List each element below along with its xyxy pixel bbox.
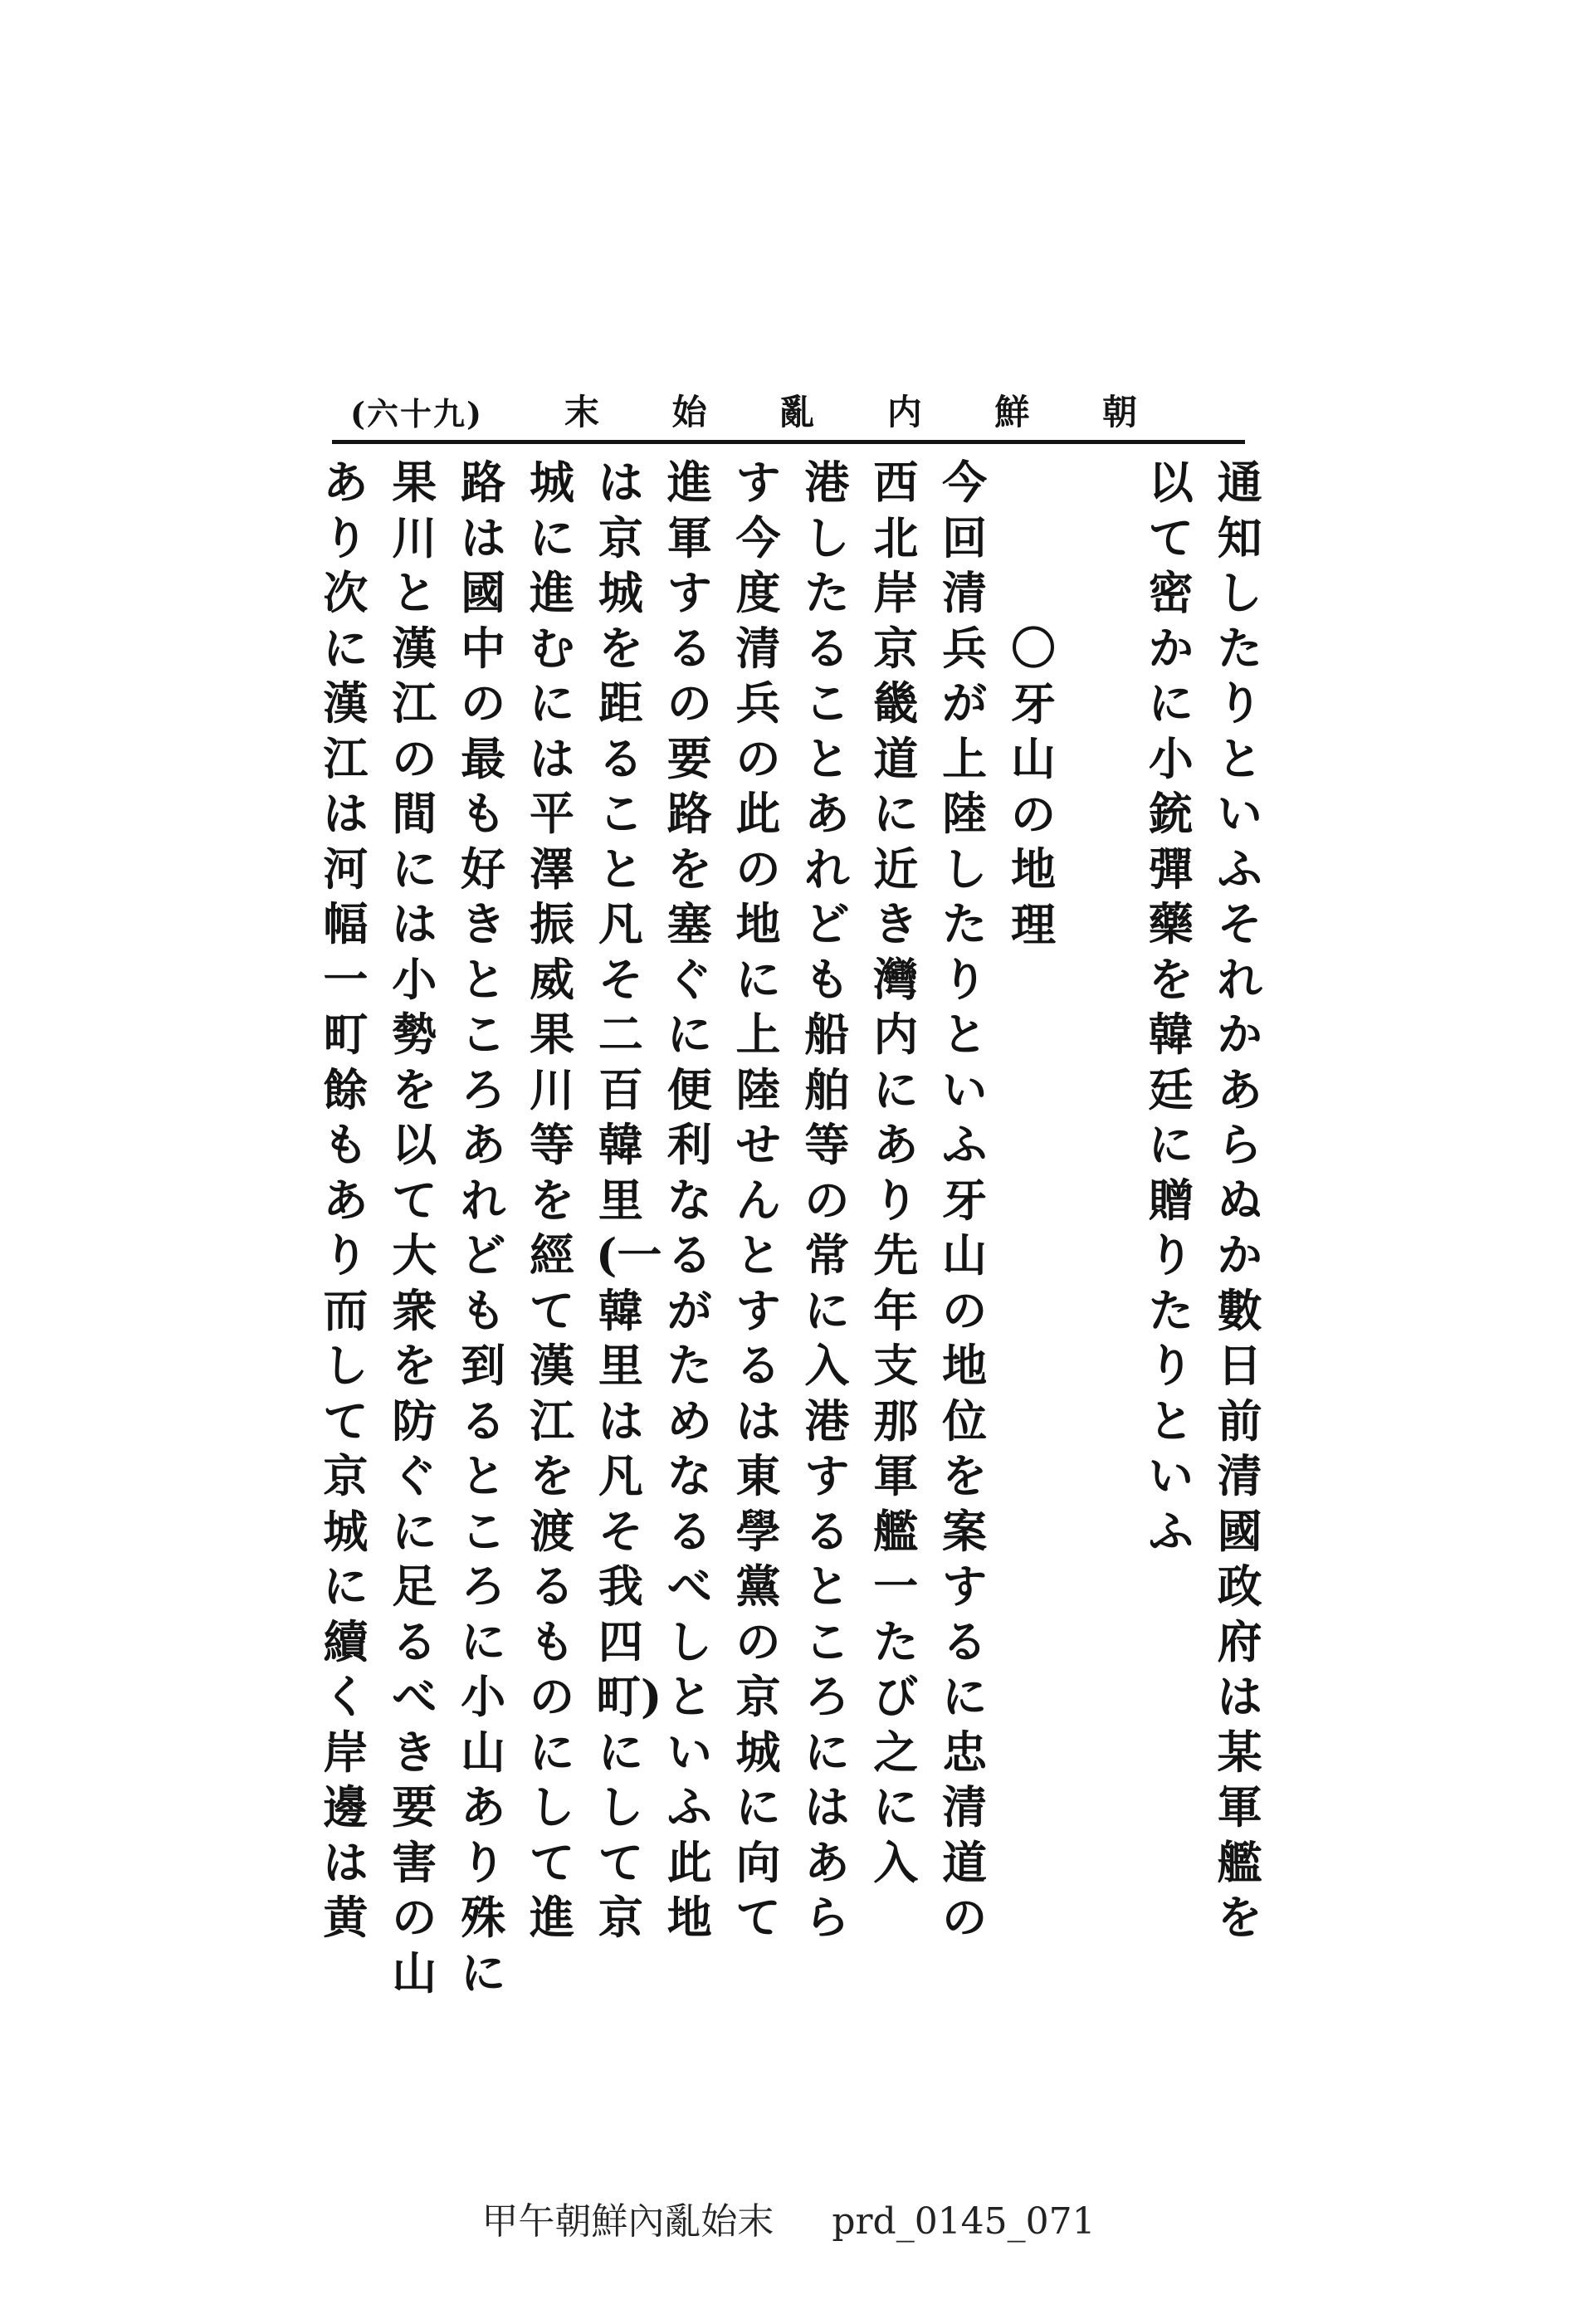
text-column	[724, 455, 793, 1965]
text-column	[311, 455, 380, 1965]
page-header	[332, 383, 1245, 442]
header-rule	[332, 440, 1245, 444]
running-head	[564, 385, 1137, 435]
column-text: 通知したりといふそれかあらぬか數日前清國政府は某軍艦を	[1217, 456, 1262, 1944]
text-column	[586, 455, 662, 1965]
section-heading: 〇牙山の地理	[1010, 622, 1056, 951]
column-text: 路は國中の最も好きところあれども到るところに小山あり殊に	[461, 456, 506, 1999]
caption-title: 甲午朝鮮內亂始末	[481, 2200, 774, 2243]
column-text: 今回清兵が上陸したりといふ牙山の地位を案するに忠清道の	[942, 456, 988, 1944]
running-head-char: 末	[564, 392, 600, 432]
text-column	[518, 455, 587, 1965]
page-number: (六十九)	[350, 395, 483, 432]
text-column	[930, 455, 999, 1965]
column-text: す今度清兵の此の地に上陸せんとするは東學黨の京城に向て	[735, 456, 781, 1944]
running-head-char: 始	[671, 392, 707, 432]
text-column	[793, 455, 862, 1965]
running-head-char: 内	[886, 392, 922, 432]
column-text: は京城を距ること凡そ二百韓里(一韓里は凡そ我四町)にして京	[595, 456, 662, 1944]
column-text: 城に進むには平澤振威果川等を經て漢江を渡るものにして進	[529, 456, 574, 1944]
section-heading-column	[999, 455, 1068, 1965]
vertical-text-body	[311, 455, 1274, 1999]
column-text: 港したることあれども船舶等の常に入港するところにはあら	[804, 456, 850, 1944]
column-text: 以て密かに小銃彈藥を韓廷に贈りたりといふ	[1148, 456, 1194, 1558]
text-column	[380, 455, 449, 1999]
text-column	[655, 455, 724, 1965]
column-text: 西北岸京畿道に近き灣内にあり先年支那軍艦一たび之に入	[873, 456, 919, 1889]
running-head-char: 朝	[1101, 392, 1137, 432]
column-text: 果川と漢江の間には小勢を以て大衆を防ぐに足るべき要害の山	[392, 456, 437, 1999]
text-column	[1136, 455, 1205, 1965]
running-head-char: 鮮	[994, 392, 1030, 432]
text-column	[449, 455, 518, 1999]
text-column	[1205, 455, 1274, 1965]
caption-id: prd_0145_071	[832, 2200, 1096, 2243]
text-column	[862, 455, 930, 1965]
text-column	[1067, 455, 1136, 1965]
column-text: 進軍するの要路を塞ぐに便利なるがためなるべしといふ此地	[666, 456, 712, 1944]
column-text: あり次に漢江は河幅一町餘もあり而して京城に續く岸邊は黄	[323, 456, 369, 1944]
footer-caption	[0, 2191, 1577, 2244]
running-head-char: 亂	[779, 392, 815, 432]
